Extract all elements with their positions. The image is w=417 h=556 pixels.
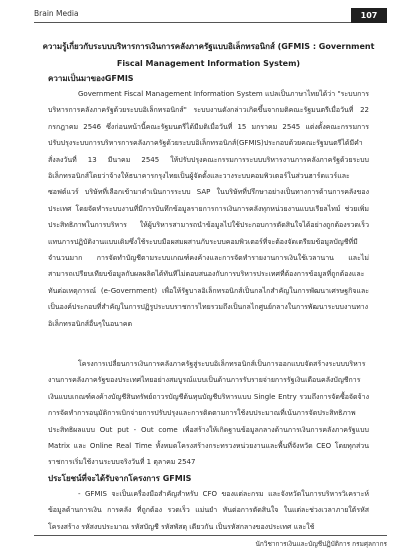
paragraph-project: โครงการเปลี่ยนการเงินการคลังภาครัฐสู่ระบบอิเล็กทรอนิกส์เป็นการออกแบบจัดสร้างระบบบริหารงานการคลังภาครัฐของประเทศไทยอย่างสมบูรณ์แบบเป็นด้านการรับรายจ่ายการรัฐเงินเดือนคลังบัญชีการเงินแบบเกณฑ์คงค้างบัญชีสินทรัพย์ถาวรบัญชีต้นทุนบัญชีบริหารแบบ Single Entry รวมถึงการจัดซื้อจัดจ้างการจัดทำการอนุมัติการเบิกจ่ายการปรับปรุงและการติดตามการใช้งบประมาณที่เน้นการจัดประสิทธิภาพประสิทธิผลแบบ Out put - Out come เพื่อสร้างให้เกิดฐานข้อมูลกลางด้านการเงินการคลังภาครัฐแบบ Matrix และ Online Real Time ทั้งหมดโครงสร้างกระทรวงหน่วยงานและพื้นที่จังหวัด CEO โดยทุกส่วนราชการเริ่มใช้งานระบบจริงวันที่ 1 ตุลาคม 2547 (48, 360, 369, 467)
article-title-line-1: ความรู้เกี่ยวกับระบบบริหารการเงินการคลังภาครัฐแบบอิเล็กทรอนิกส์ (GFMIS : Government (42, 42, 375, 51)
paragraph-benefits: - GFMIS จะเป็นเครื่องมือสำคัญสำหรับ CFO ของแต่ละกรม และจังหวัดในการบริหารวิเคราะห์ข้อมูลด้านการเงิน การคลัง ที่ถูกต้อง รวดเร็ว แม่นยำ ทันต่อการตัดสินใจ ในแต่ละช่วงเวลาภายใต้รหัสโครงสร้าง รหัสงบประมาณ รหัสบัญชี รหัสพัสดุ เดียวกัน เป็นรหัสกลางของประเทศ และใช้ (48, 490, 369, 531)
article-title-line-2: Fiscal Management Information System) (116, 59, 301, 68)
brand-name: Brain Media (34, 9, 79, 18)
page-header (34, 8, 387, 23)
paragraph-history: Government Fiscal Management Information System แปลเป็นภาษาไทยได้ว่า "ระบบการบริหารการคลังภาครัฐด้วยระบบอิเล็กทรอนิกส์" ระบบงานดังกล่าวเกิดขึ้นจากมติคณะรัฐมนตรีเมื่อวันที่ 22 กรกฎาคม 2546 ซึ่งก่อนหน้านี้คณะรัฐมนตรีได้มีมติเมื่อวันที่ 15 มกราคม 2545 แต่งตั้งคณะกรรมการปรับปรุงระบบการบริหารการคลังภาครัฐด้วยระบบอิเล็กทรอนิกส์(GFMIS)ประกอบด้วยคณะรัฐมนตรีได้มีคำสั่งลงวันที่ 13 มีนาคม 2545 ให้ปรับปรุงคณะกรรมการระบบบริหารงานการคลังภาครัฐด้วยระบบอิเล็กทรอนิกส์โดยว่าจ้างให้ธนาคารกรุงไทยเป็นผู้จัดตั้งและวางระบบคอมพิวเตอร์ในส่วนฮาร์ดแวร์และซอฟต์แวร์ บริษัทที่เลือกเข้ามาดำเนินการระบบ SAP ในบริษัทที่ปรึกษาอย่างเป็นทางการด้านการคลังของประเทศ โดยจัดทำระบบงานที่มีการบันทึกข้อมูลรายการการเงินการคลังทุกหน่วยงานแบบเรียลไทม์ ช่วยเพิ่มประสิทธิภาพในการบริหาร ให้ผู้บริหารสามารถนำข้อมูลไปใช้ประกอบการตัดสินใจได้อย่างถูกต้องรวดเร็ว แทนการปฏิบัติงานแบบเดิมซึ่งใช้ระบบมือผสมผสานกับระบบคอมพิวเตอร์ที่จะต้องจัดเตรียมข้อมูลบัญชีที่มีจำนวนมาก การจัดทำบัญชีตามระบบเกณฑ์คงค้างและการจัดทำรายงานการเงินใช้เวลานาน และไม่สามารถเปรียบเทียบข้อมูลกับผลผลิตได้ทันทีไม่ตอบสนองกับการบริหารประเทศที่ต้องการข้อมูลที่ถูกต้องและทันต่อเหตุการณ์ (e-Government) เพื่อให้รัฐบาลอิเล็กทรอนิกส์เป็นกลไกสำคัญในการพัฒนาเศรษฐกิจและเป็นองค์ประกอบที่สำคัญในการปฏิรูประบบราชการไทยรวมถึงเป็นกลไกศูนย์กลางในการพัฒนาระบบงานทางอิเล็กทรอนิกส์อื่นๆในอนาคต (48, 90, 369, 328)
section-heading-history: ความเป็นมาของGFMIS (48, 74, 134, 83)
footer-text: นักวิชาการเงินและบัญชีปฏิบัติการ กรมศุลกากร (255, 540, 387, 548)
section-heading-benefits: ประโยชน์ที่จะได้รับจากโครงการ GFMIS (48, 474, 192, 483)
footer-divider (34, 535, 387, 536)
page-number-badge: 107 (351, 8, 387, 23)
article-title (34, 38, 383, 72)
